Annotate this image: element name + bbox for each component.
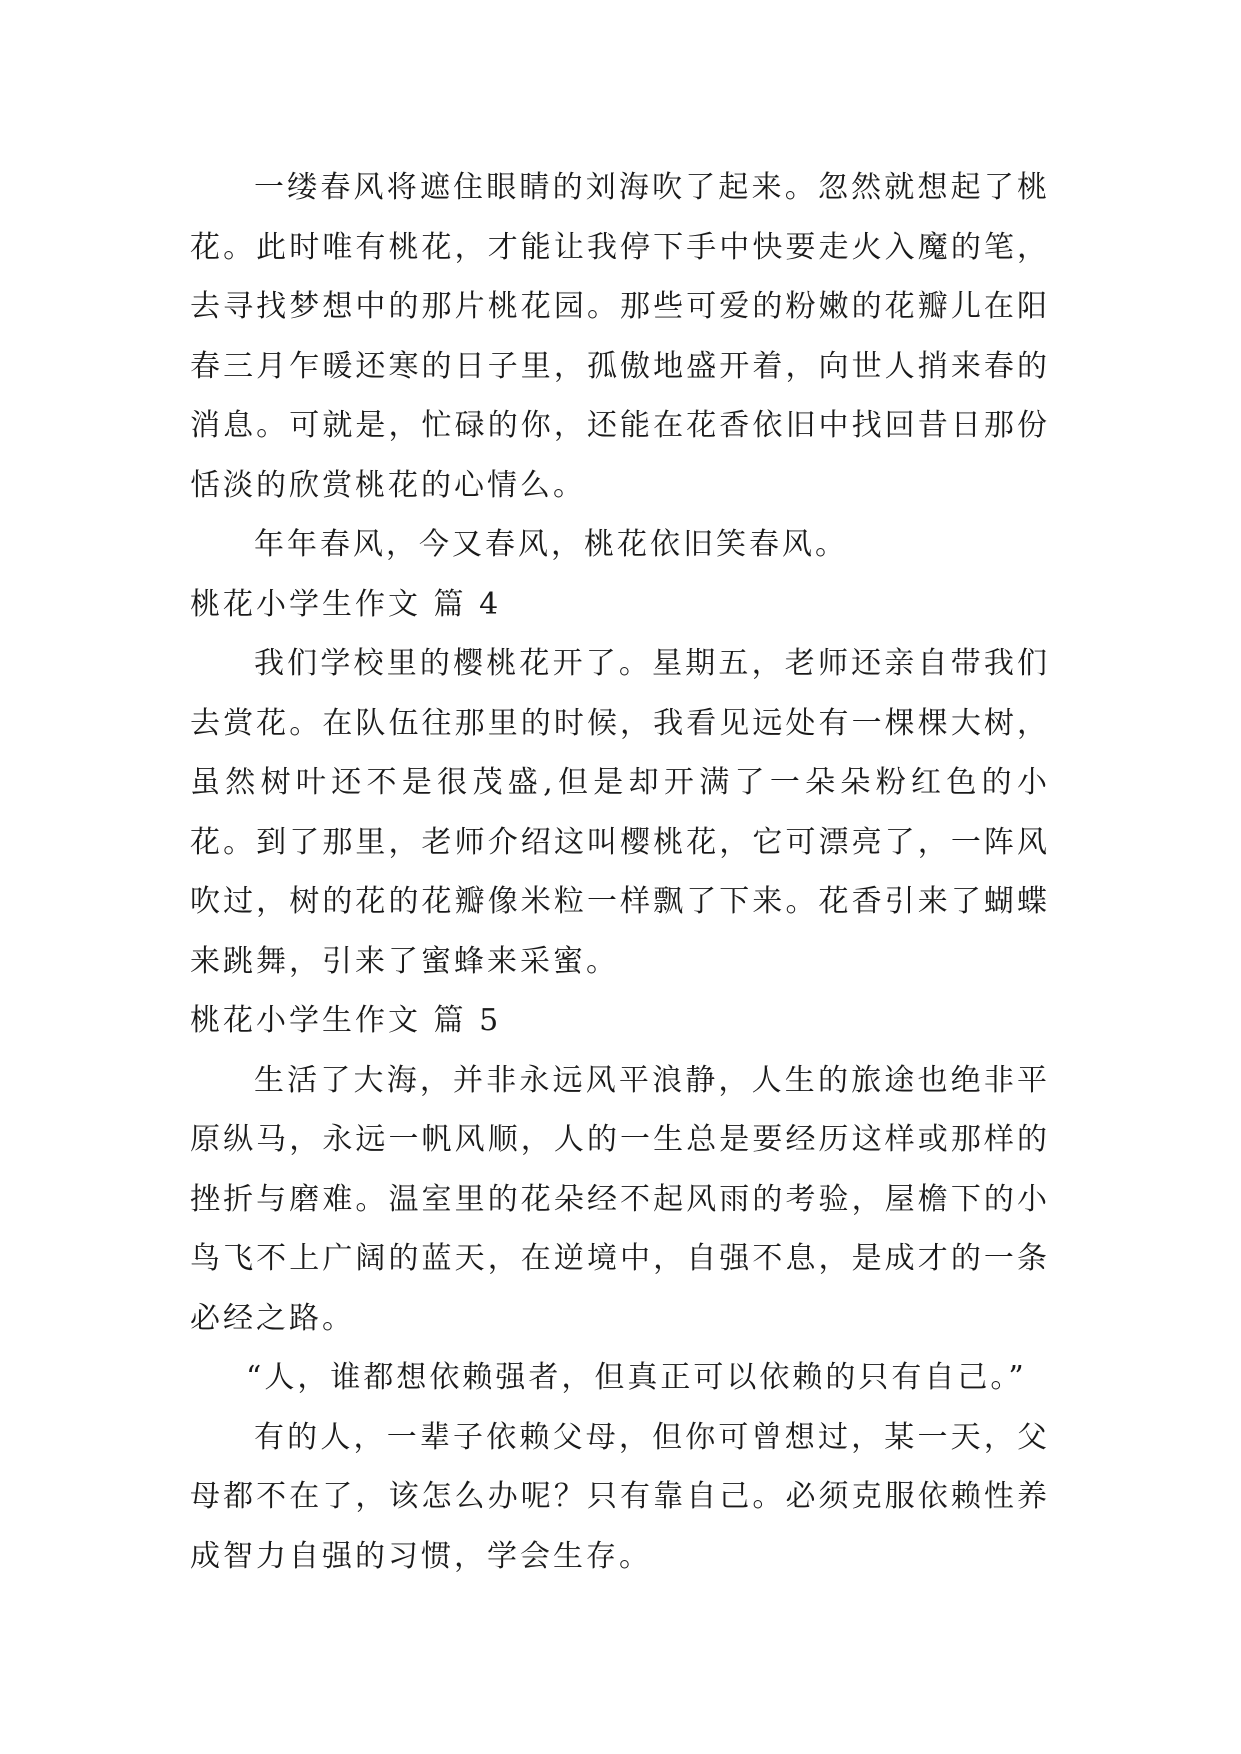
- paragraph: 我们学校里的樱桃花开了。星期五，老师还亲自带我们去赏花。在队伍往那里的时候，我看见远处有一棵棵大树，虽然树叶还不是很茂盛,但是却开满了一朵朵粉红色的小花。到了那里，老师介绍这叫樱桃花，它可漂亮了，一阵风吹过，树的花的花瓣像米粒一样飘了下来。花香引来了蝴蝶来跳舞，引来了蜜蜂来采蜜。: [190, 646, 1050, 979]
- paragraph: 生活了大海，并非永远风平浪静，人生的旅途也绝非平原纵马，永远一帆风顺，人的一生总是要经历这样或那样的挫折与磨难。温室里的花朵经不起风雨的考验，屋檐下的小鸟飞不上广阔的蓝天，在逆境中，自强不息，是成才的一条必经之路。: [190, 1062, 1050, 1336]
- quote-paragraph: “人，谁都想依赖强者，但真正可以依赖的只有自己。”: [246, 1360, 1027, 1395]
- paragraph: 年年春风，今又春风，桃花依旧笑春风。: [254, 527, 848, 562]
- document-body: [190, 158, 1050, 1586]
- paragraph: 有的人，一辈子依赖父母，但你可曾想过，某一天，父母都不在了，该怎么办呢？只有靠自己。必须克服依赖性养成智力自强的习惯，学会生存。: [190, 1419, 1050, 1574]
- section-heading: 桃花小学生作文 篇 5: [190, 1003, 502, 1038]
- section-heading: 桃花小学生作文 篇 4: [190, 586, 502, 622]
- paragraph: 一缕春风将遮住眼睛的刘海吹了起来。忽然就想起了桃花。此时唯有桃花，才能让我停下手中快要走火入魔的笔，去寻找梦想中的那片桃花园。那些可爱的粉嫩的花瓣儿在阳春三月乍暖还寒的日子里，孤傲地盛开着，向世人捎来春的消息。可就是，忙碌的你，还能在花香依旧中找回昔日那份恬淡的欣赏桃花的心情么。: [190, 170, 1050, 503]
